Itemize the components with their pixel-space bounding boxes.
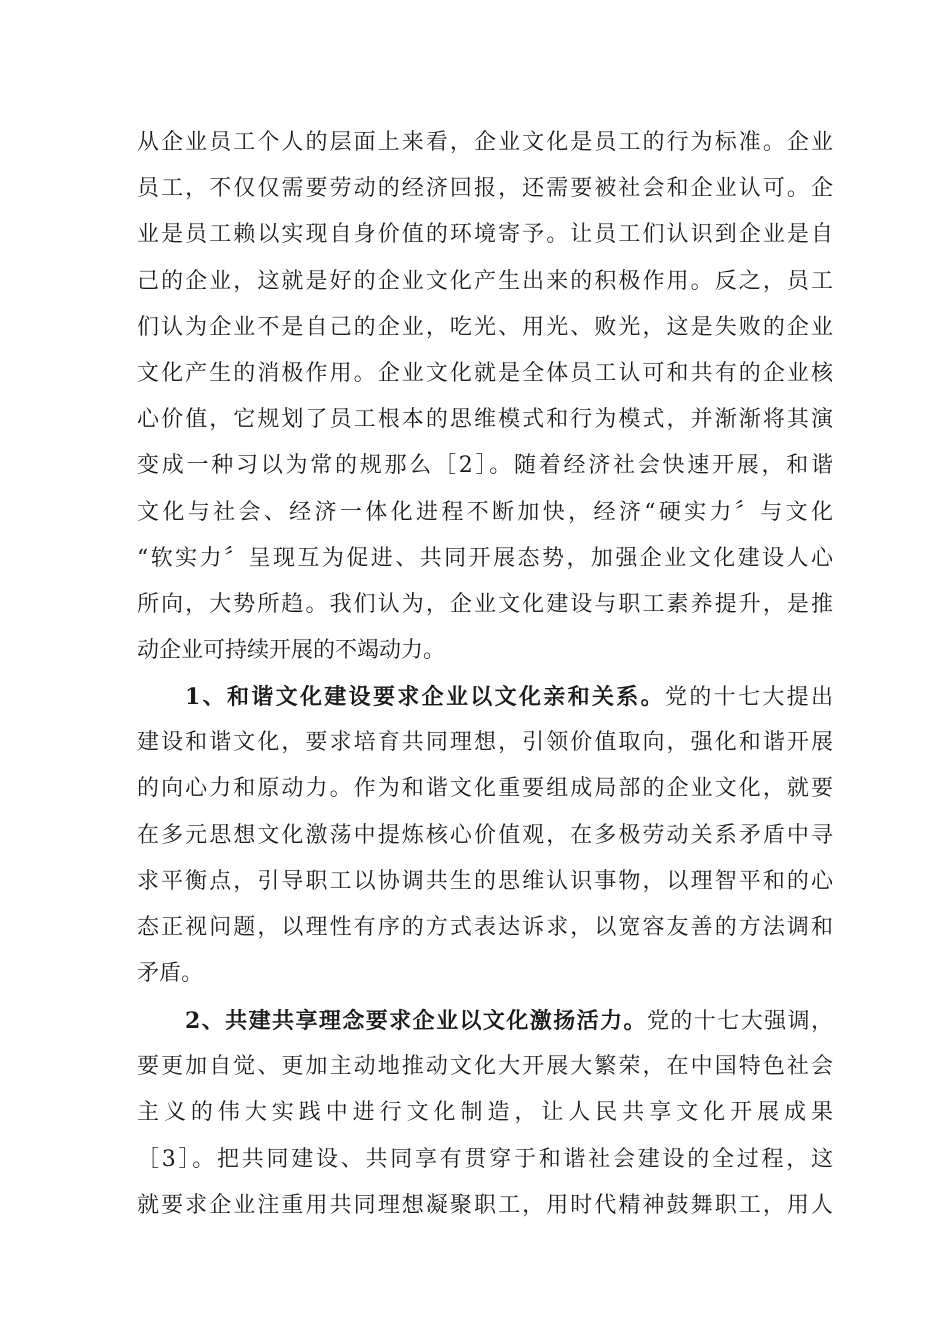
text-line: 变成一种习以为常的规那么［2］。随着经济社会快速开展，和谐 bbox=[137, 453, 833, 479]
section-first-line bbox=[137, 674, 833, 720]
body-paragraph bbox=[137, 120, 833, 674]
text-line: 建设和谐文化，要求培育共同理想，引领价值取向，强化和谐开展 bbox=[137, 730, 833, 756]
section-lead-text: 党的十七大提出 bbox=[664, 685, 833, 710]
text-line: 求平衡点，引导职工以协调共生的思维认识事物，以理智平和的心 bbox=[137, 868, 833, 894]
text-line: 在多元思想文化激荡中提炼核心价值观，在多极劳动关系矛盾中寻 bbox=[137, 822, 833, 848]
text-line: 心价值，它规划了员工根本的思维模式和行为模式，并渐渐将其演 bbox=[137, 407, 833, 433]
text-line: 文化与社会、经济一体化进程不断加快，经济“硬实力〞与文化 bbox=[137, 499, 833, 525]
text-line: 矛盾。 bbox=[137, 961, 204, 987]
text-line: 从企业员工个人的层面上来看，企业文化是员工的行为标准。企业 bbox=[137, 130, 833, 155]
text-line: 己的企业，这就是好的企业文化产生出来的积极作用。反之，员工 bbox=[137, 268, 833, 294]
text-line: 动企业可持续开展的不竭动力。 bbox=[137, 638, 446, 664]
section-paragraph bbox=[137, 674, 833, 997]
section-heading: 1、和谐文化建设要求企业以文化亲和关系。 bbox=[185, 684, 665, 710]
text-line: 主义的伟大实践中进行文化制造，让人民共享文化开展成果 bbox=[137, 1100, 833, 1126]
text-line: ［3］。把共同建设、共同享有贯穿于和谐社会建设的全过程，这 bbox=[137, 1146, 833, 1172]
text-line: 业是员工赖以实现自身价值的环境寄予。让员工们认识到企业是自 bbox=[137, 222, 833, 248]
text-line: 的向心力和原动力。作为和谐文化重要组成局部的企业文化，就要 bbox=[137, 776, 833, 802]
section-paragraph bbox=[137, 998, 833, 1229]
section-heading: 2、共建共享理念要求企业以文化激扬活力。 bbox=[185, 1008, 647, 1034]
section-first-line bbox=[137, 998, 833, 1044]
text-line: 员工，不仅仅需要劳动的经济回报，还需要被社会和企业认可。企 bbox=[137, 176, 833, 202]
text-line: 要更加自觉、更加主动地推动文化大开展大繁荣，在中国特色社会 bbox=[137, 1054, 833, 1080]
text-line: “软实力〞呈现互为促进、共同开展态势，加强企业文化建设人心 bbox=[137, 545, 833, 571]
text-line: 态正视问题，以理性有序的方式表达诉求，以宽容友善的方法调和 bbox=[137, 914, 833, 940]
text-line: 就要求企业注重用共同理想凝聚职工，用时代精神鼓舞职工，用人 bbox=[137, 1192, 833, 1218]
text-line: 文化产生的消极作用。企业文化就是全体员工认可和共有的企业核 bbox=[137, 360, 833, 386]
section-lead-text: 党的十七大强调， bbox=[646, 1009, 833, 1034]
text-line: 们认为企业不是自己的企业，吃光、用光、败光，这是失败的企业 bbox=[137, 314, 833, 340]
text-line: 所向，大势所趋。我们认为，企业文化建设与职工素养提升，是推 bbox=[137, 591, 833, 617]
